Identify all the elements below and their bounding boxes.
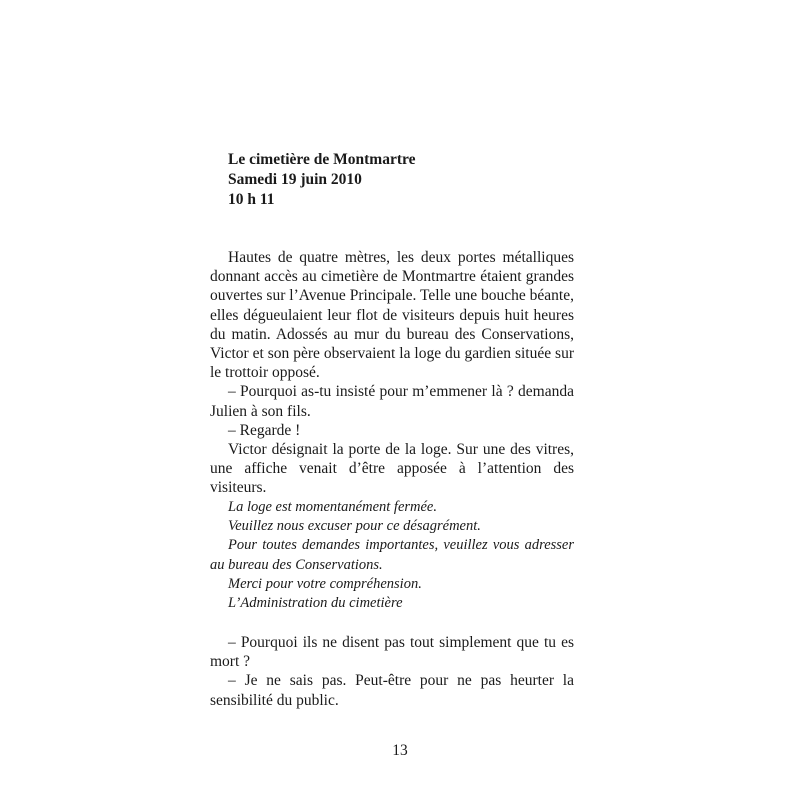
notice-line-3: Pour toutes demandes importantes, veuillez vous adresser au bureau des Conservations.: [210, 537, 574, 573]
paragraph-4: Victor désignait la porte de la loge. Sur une des vitres, une affiche venait d’être apposée à l’attention des visiteurs.: [210, 441, 574, 497]
chapter-header: [228, 150, 416, 210]
paragraph-3: – Regarde !: [228, 421, 301, 439]
notice-line-1: La loge est momentanément fermée.: [228, 499, 437, 515]
header-date: Samedi 19 juin 2010: [228, 171, 362, 188]
dialogue-ending: [210, 633, 574, 710]
header-place: Le cimetière de Montmartre: [228, 151, 416, 168]
notice-line-4: Merci pour votre compréhension.: [228, 575, 422, 592]
ending-paragraph-2: – Je ne sais pas. Peut-être pour ne pas heurter la sensibilité du public.: [210, 672, 574, 709]
paragraph-1: Hautes de quatre mètres, les deux portes métalliques donnant accès au cimetière de Montmartre étaient grandes ouvertes sur l’Avenue Principale. Telle une bouche béante, elles dégueulaient leur flot de visiteurs depuis huit heures du matin. Adossés au mur du bureau des Conservations, Victor et son père observaient la loge du gardien située sur le trottoir opposé.: [210, 249, 574, 382]
notice-line-5: L’Administration du cimetière: [228, 595, 403, 612]
notice-line-2: Veuillez nous excuser pour ce désagrément.: [228, 518, 481, 535]
body-text: [210, 248, 574, 498]
paragraph-2: – Pourquoi as-tu insisté pour m’emmener là ? demanda Julien à son fils.: [210, 383, 574, 420]
page-number: 13: [392, 742, 408, 759]
ending-paragraph-1: – Pourquoi ils ne disent pas tout simplement que tu es mort ?: [210, 634, 574, 671]
posted-notice: [210, 498, 574, 613]
header-time: 10 h 11: [228, 191, 275, 208]
